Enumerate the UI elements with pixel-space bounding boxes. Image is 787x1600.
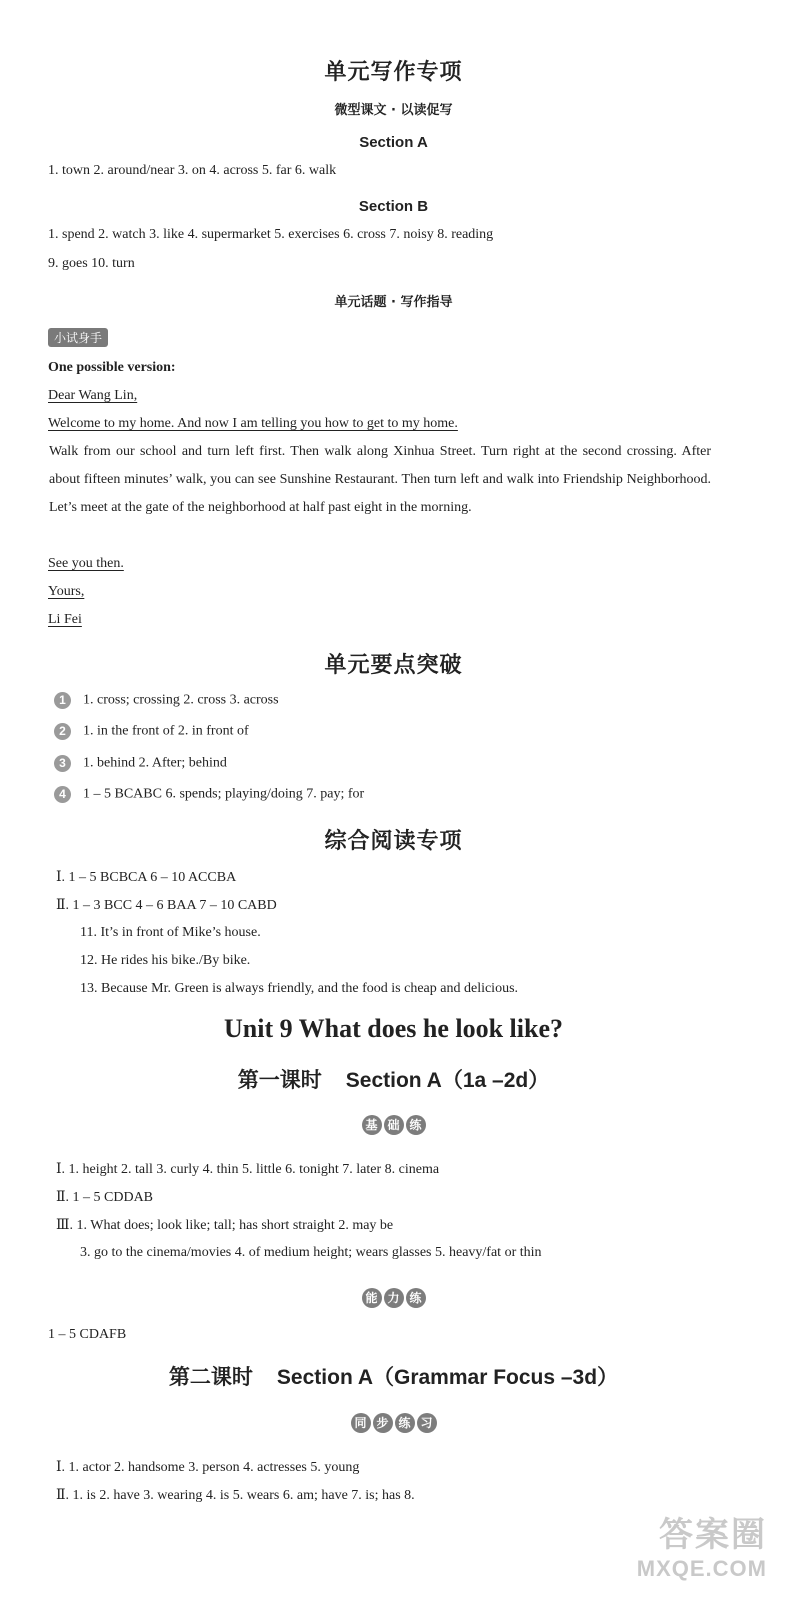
unit-title: Unit 9 What does he look like? [223,1014,563,1043]
ability-practice-badges [0,1288,787,1308]
writing-section-title: 单元写作专项 [324,59,463,85]
badge-char: 步 [373,1413,393,1433]
badge-char: 同 [351,1413,371,1433]
basic-answers-3: Ⅲ. 1. What does; look like; tall; has short straight 2. may be [56,1218,394,1233]
sync-answers-1: Ⅰ. 1. actor 2. handsome 3. person 4. actresses 5. young [56,1460,360,1475]
reading-answer-13: 13. Because Mr. Green is always friendly, and the food is cheap and delicious. [80,981,519,996]
number-badge: 2 [54,723,71,740]
number-badge: 4 [54,786,71,803]
watermark-logo-text: 答案圈 [659,1516,767,1554]
number-badge: 1 [54,692,71,709]
reading-answers-1: Ⅰ. 1 – 5 BCBCA 6 – 10 ACCBA [56,870,237,885]
letter-body: Walk from our school and turn left first. Then walk along Xinhua Street. Turn right at the second crossing. After about fifteen minutes’ walk, you can see Sunshine Restaurant. Then turn left and walk into Friendship Neighborhood. Let’s meet at the gate of the neighborhood at half past eight in the morning. [49,444,711,515]
ability-answers: 1 – 5 CDAFB [48,1327,127,1342]
watermark-url: MXQE.COM [636,1556,767,1581]
section-b-heading: Section B [358,198,429,215]
basic-practice-badges [0,1115,787,1135]
reading-answer-12: 12. He rides his bike./By bike. [80,953,251,968]
basic-answers-4: 3. go to the cinema/movies 4. of medium height; wears glasses 5. heavy/fat or thin [80,1245,542,1260]
key-point-text: 1. in the front of 2. in front of [83,723,249,739]
letter-closing: See you then. [48,556,124,571]
section-a-answers: 1. town 2. around/near 3. on 4. across 5. far 6. walk [48,163,337,178]
badge-char: 练 [406,1115,426,1135]
reading-section-title: 综合阅读专项 [324,828,463,854]
key-point-row [54,723,249,740]
lesson-2-cn: 第二课时 [168,1364,253,1389]
badge-char: 基 [362,1115,382,1135]
badge-char: 习 [417,1413,437,1433]
sync-practice-badges [0,1413,787,1433]
basic-answers-1: Ⅰ. 1. height 2. tall 3. curly 4. thin 5. little 6. tonight 7. later 8. cinema [56,1162,440,1177]
topic-guide-heading: 单元话题 · 写作指导 [334,295,453,310]
section-b-answers-1: 1. spend 2. watch 3. like 4. supermarket 5. exercises 6. cross 7. noisy 8. reading [48,227,494,242]
possible-version-label: One possible version: [48,360,176,375]
key-points-title: 单元要点突破 [324,652,463,678]
badge-char: 练 [406,1288,426,1308]
lesson-1-heading [0,1064,787,1094]
badge-char: 能 [362,1288,382,1308]
letter-signoff: Yours, [48,584,85,599]
writing-subtitle: 微型课文 · 以读促写 [334,103,453,118]
key-point-row [54,786,364,803]
reading-answer-11: 11. It’s in front of Mike’s house. [80,925,261,940]
site-watermark [637,1507,767,1582]
letter-greeting: Dear Wang Lin, [48,388,138,403]
badge-char: 力 [384,1288,404,1308]
reading-answers-2: Ⅱ. 1 – 3 BCC 4 – 6 BAA 7 – 10 CABD [56,898,277,913]
number-badge: 3 [54,755,71,772]
practice-tag: 小试身手 [48,328,108,347]
badge-char: 练 [395,1413,415,1433]
lesson-2-en: Section A（Grammar Focus –3d） [276,1366,619,1389]
key-point-text: 1 – 5 BCABC 6. spends; playing/doing 7. pay; for [83,786,365,802]
badge-char: 础 [384,1115,404,1135]
section-b-answers-2: 9. goes 10. turn [48,256,135,271]
letter-welcome: Welcome to my home. And now I am telling you how to get to my home. [48,416,458,431]
letter-signature: Li Fei [48,612,82,627]
key-point-row [54,755,227,772]
sync-answers-2: Ⅱ. 1. is 2. have 3. wearing 4. is 5. wears 6. am; have 7. is; has 8. [56,1488,415,1503]
key-point-row [54,692,279,709]
section-a-heading: Section A [359,134,428,151]
basic-answers-2: Ⅱ. 1 – 5 CDDAB [56,1190,154,1205]
key-point-text: 1. behind 2. After; behind [83,755,227,771]
lesson-1-cn: 第一课时 [237,1067,322,1092]
lesson-1-en: Section A（1a –2d） [345,1069,550,1092]
key-point-text: 1. cross; crossing 2. cross 3. across [83,692,279,708]
lesson-2-heading [0,1361,787,1391]
